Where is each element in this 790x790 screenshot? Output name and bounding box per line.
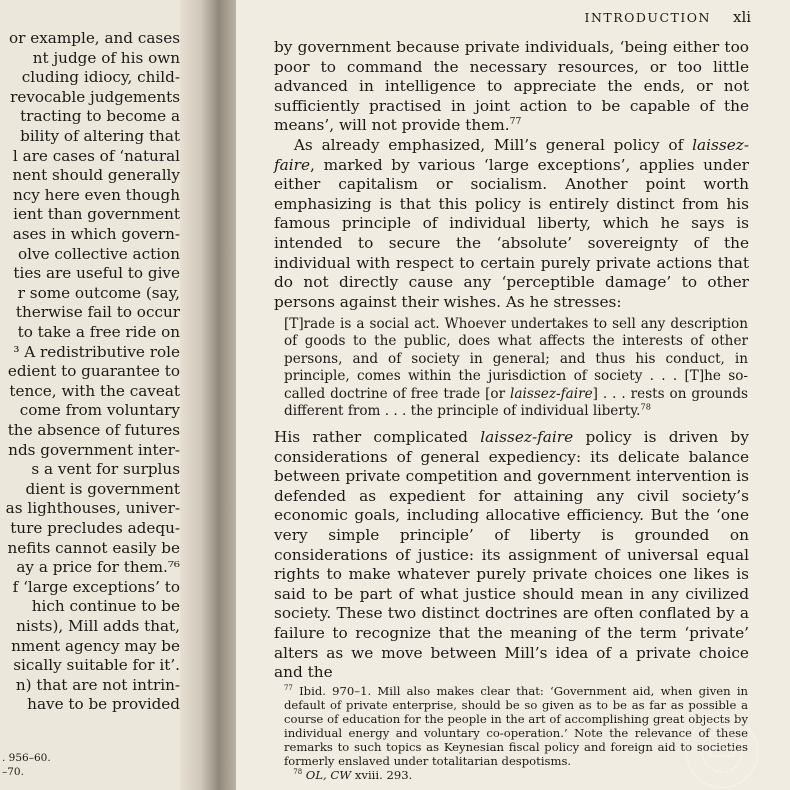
footnotes: $^{77}$ Ibid. 970–1. Mill also makes clear that: ‘Government aid, when given in default of private enterprise, should be so given as to be as far as possible a course of education for the people in the art of accomplishing great objects by individual energy and voluntary co-operation.’ Note the relevance of these remarks to such topics as Keynesian fiscal policy and foreign aid to societies formerly enslaved under totalitarian despotisms. $^{78}$ OL, CW xviii. 293. [284, 684, 748, 782]
left-text-line: s a vent for surplus [31, 460, 180, 479]
left-text-line: tracting to become a [20, 107, 180, 126]
left-text-line: ncy here even though [12, 185, 180, 204]
block-quote: [T]rade is a social act. Whoever undertakes to sell any description of goods to the public, does what affects the interests of other persons, and of society in general; and thus his conduct, in principle, comes within the jurisdiction of society . . . [T]he so-called doctrine of free trade [or laissez-faire] . . . rests on grounds different from . . . the principle of individual liberty.$^{78}$ [284, 316, 748, 420]
left-text-line: nment agency may be [11, 636, 180, 655]
left-text-line: ient than government [13, 205, 180, 224]
left-text-line: ture precludes adequ- [10, 519, 180, 537]
left-text-line: revocable judgements [10, 87, 180, 106]
left-text-line: tence, with the caveat [9, 381, 180, 400]
left-text-line: nt judge of his own [32, 48, 180, 67]
left-text-line: cluding idiocy, child- [21, 68, 180, 87]
left-text-line: the absence of futures [7, 421, 180, 439]
paragraph-1: by government because private individuals, ‘being either too poor to command the necessary resources, or too little advanced in intelligence to appreciate the ends, or not sufficiently practised in joint action to be capable of the means’, will not provide them.$^{77}$ As already emphasized, Mill’s general policy of laissez-faire, marked by various ‘large exceptions’, applies under either capitalism or socialism. Another point worth emphasizing is that this policy is entirely distinct from his famous principle of individual liberty, which he says is intended to secure the ‘absolute’ sovereignty of the individual with respect to certain purely private actions that do not directly cause any ‘perceptible damage’ to other persons against their wishes. As he stresses: [274, 38, 749, 311]
left-text-line: sically suitable for it’. [13, 656, 180, 675]
left-text-line: f ‘large exceptions’ to [12, 577, 180, 596]
watermark-stamp-icon [686, 716, 758, 788]
left-text-line: bility of altering that [20, 127, 180, 145]
left-text-line: have to be provided [27, 695, 180, 714]
left-text-line: therwise fail to occur [15, 303, 180, 322]
left-text-line: nds government inter- [8, 440, 180, 459]
left-text-line: dient is government [25, 479, 180, 498]
left-text-line: come from voluntary [19, 401, 180, 420]
right-page [236, 0, 790, 790]
left-text-line: nent should generally [12, 166, 180, 185]
left-text-line: nists), Mill adds that, [16, 617, 180, 635]
footnote-ref-77: 77 [509, 116, 522, 128]
left-text-line: olve collective action [17, 244, 180, 263]
left-text-line: nefits cannot easily be [7, 538, 180, 557]
page-number: xli [733, 8, 752, 26]
footnote-ref-78: 78 [640, 401, 651, 412]
left-text-line: ases in which govern- [12, 225, 180, 243]
left-footnote: –70. [2, 766, 24, 778]
left-text-line: r some outcome (say, [17, 283, 180, 302]
left-text-line: l are cases of ‘natural [12, 146, 180, 165]
left-text-line: to take a free ride on [17, 323, 180, 341]
left-text-line: as lighthouses, univer- [5, 499, 180, 518]
left-text-line: hich continue to be [31, 597, 180, 616]
running-head: INTRODUCTION [584, 10, 711, 25]
paragraph-3: His rather complicated laissez-faire policy is driven by considerations of general expediency: its delicate balance between private competition and government intervention is defended as expedient for attaining any civil society’s economic goals, including allocative efficiency. But the ‘one very simple principle’ of liberty is grounded on considerations of justice: its assignment of universal equal rights to make whatever purely private choices one likes is said to be part of what justice should mean in any civilized society. These two distinct doctrines are often conflated by a failure to recognize that the meaning of the term ‘private’ alters as we move between Mill’s idea of a private choice and the [274, 428, 749, 682]
left-text-line: or example, and cases [9, 29, 180, 47]
left-text-line: ³ A redistributive role [13, 342, 180, 361]
left-text-line: edient to guarantee to [7, 362, 180, 381]
left-text-line: ties are useful to give [13, 264, 180, 283]
left-text-line: n) that are not intrin- [15, 675, 180, 694]
left-footnote: . 956–60. [2, 752, 51, 764]
left-text-line: ay a price for them.⁷⁶ [16, 558, 180, 577]
